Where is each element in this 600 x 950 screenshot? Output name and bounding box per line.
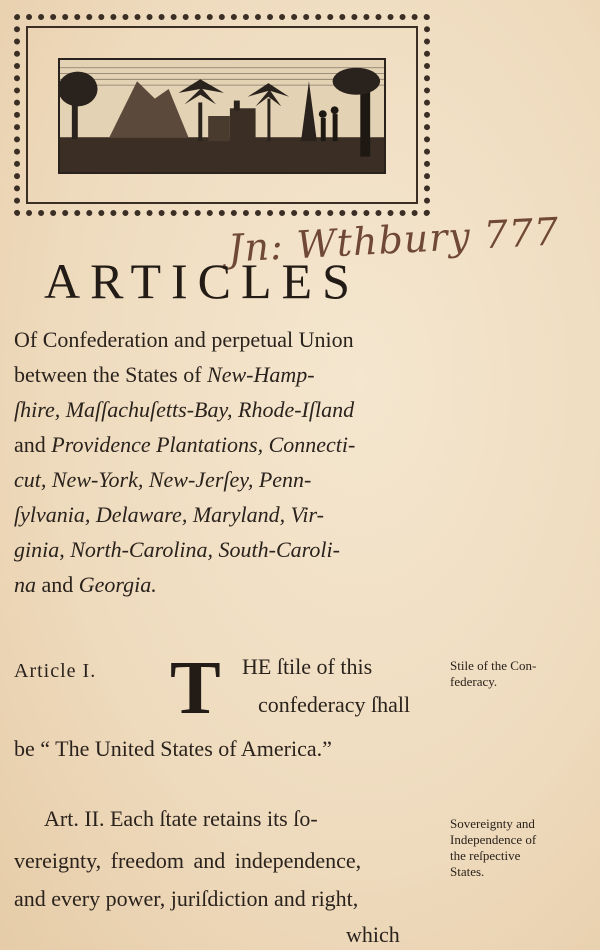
intro-line [14, 497, 444, 532]
page-title: ARTICLES [44, 253, 360, 309]
article-2-line: which [346, 922, 400, 947]
intro-line [14, 357, 444, 392]
intro-text-italic: Providence Plantations, Connecti- [51, 432, 356, 457]
article-1-line: confederacy ſhall [258, 692, 411, 717]
intro-line [14, 567, 444, 602]
woodcut-illustration [58, 58, 386, 174]
drop-cap: T [170, 646, 221, 730]
margin-note-sovereignty [450, 816, 536, 880]
intro-text-italic: ginia, North-Carolina, South-Caroli- [14, 537, 340, 562]
margin-note-line: federacy. [450, 674, 498, 689]
intro-paragraph [14, 322, 444, 602]
intro-text-italic: Georgia. [78, 572, 157, 597]
article-1-heading: Article I. [14, 660, 97, 682]
margin-note-line: the reſpective [450, 848, 521, 863]
intro-text-italic: ſylvania, Delaware, Maryland, Vir- [14, 502, 324, 527]
intro-line [14, 322, 444, 357]
intro-line [14, 392, 444, 427]
intro-text: Of Confederation and perpetual Union [14, 327, 354, 352]
article-1-line: HE ſtile of this [242, 654, 373, 679]
article-2-line: vereignty, freedom and independence, [14, 848, 362, 873]
intro-text: between the States of [14, 362, 208, 387]
intro-text: and [36, 572, 79, 597]
margin-note-stile [450, 658, 536, 690]
margin-note-line: Sovereignty and [450, 816, 535, 831]
article-2-line: and every power, juriſdiction and right, [14, 886, 359, 911]
article-2-line: Art. II. Each ſtate retains its ſo- [44, 806, 318, 831]
margin-note-line: Independence of [450, 832, 537, 847]
article-1-line: be “ The United States of America.” [14, 736, 332, 761]
margin-note-line: States. [450, 864, 485, 879]
intro-line [14, 427, 444, 462]
intro-text-italic: New-Hamp- [207, 362, 315, 387]
handwritten-signature: Jn: Wthbury 777 [227, 209, 561, 271]
intro-text-italic: cut, New-York, New-Jerſey, Penn- [14, 467, 312, 492]
margin-note-line: Stile of the Con- [450, 658, 537, 673]
intro-text-italic: ſhire, Maſſachuſetts-Bay, Rhode-Iſland [14, 397, 355, 422]
intro-text-italic: na [14, 572, 36, 597]
intro-line [14, 532, 444, 567]
intro-text: and [14, 432, 52, 457]
intro-line [14, 462, 444, 497]
